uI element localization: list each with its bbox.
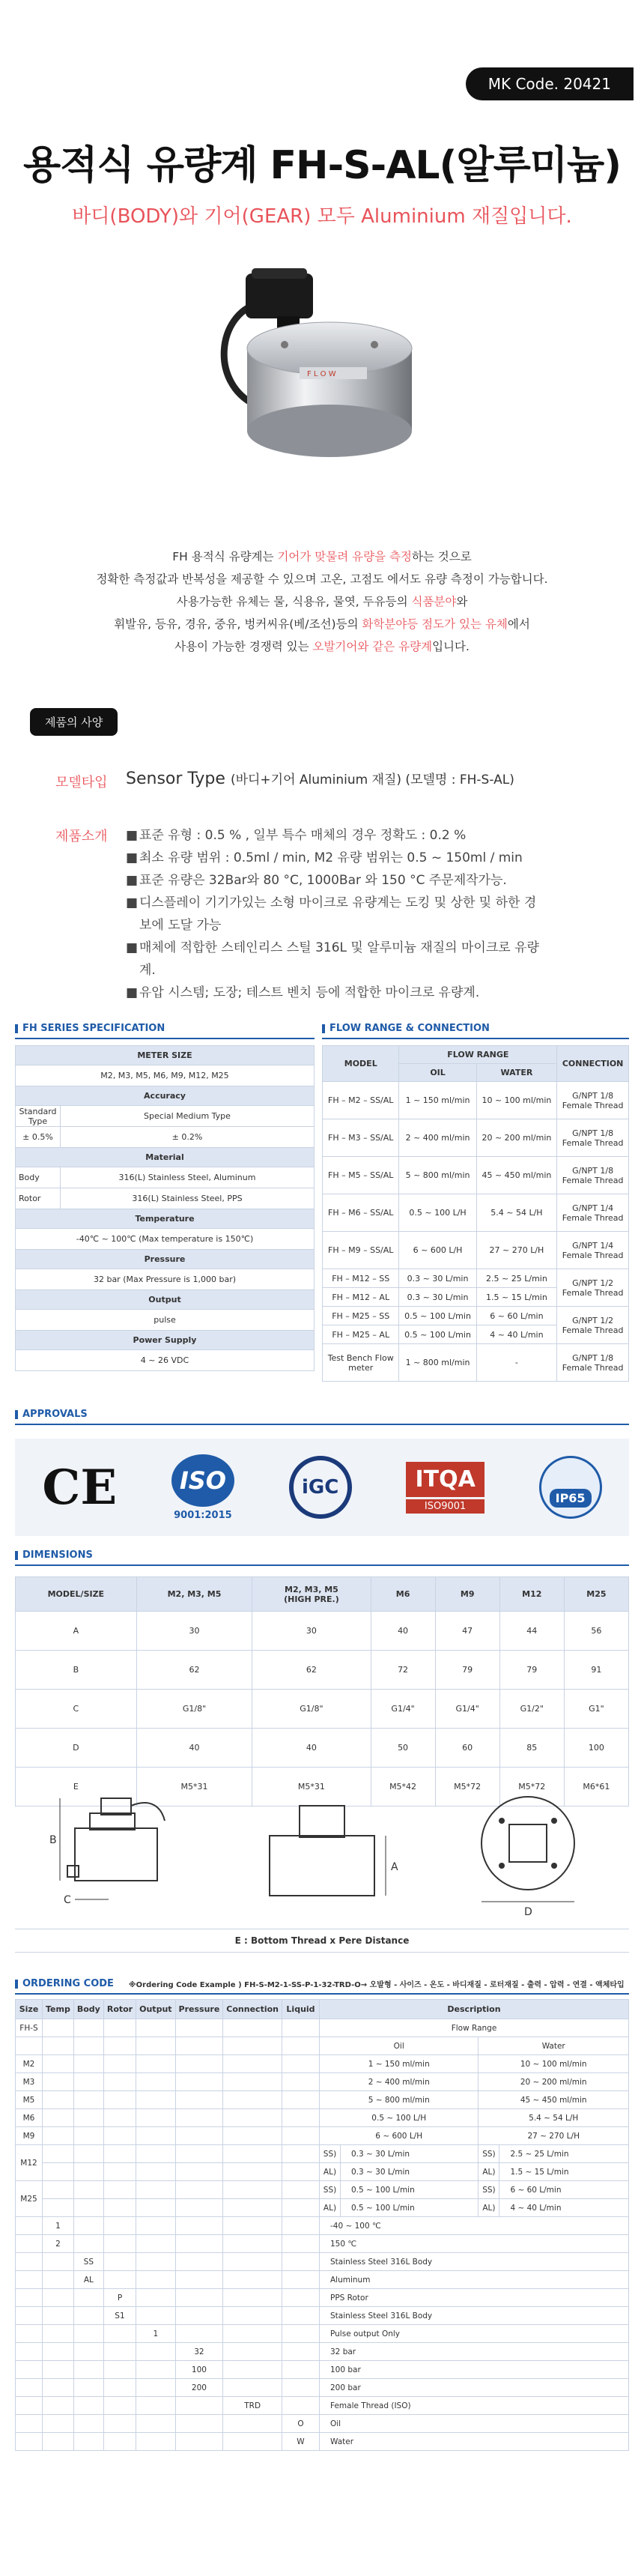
table-row: AL) 0.5 ~ 100 L/min AL) 4 ~ 40 L/min bbox=[16, 2199, 629, 2217]
feature-item: ■ 디스플레이 기기가있는 소형 마이크로 유량계는 도킹 및 상한 및 하한 경보에 도달 가능 bbox=[126, 895, 537, 933]
svg-text:F L O W: F L O W bbox=[307, 370, 336, 378]
ordering-option-row: 1 -40 ~ 100 ℃ bbox=[16, 2217, 629, 2235]
itqa-logo: ITQA ISO9001 bbox=[406, 1462, 484, 1514]
ce-logo: CE bbox=[42, 1459, 118, 1516]
page-title: 용적식 유량계 FH-S-AL(알루미늄) bbox=[22, 143, 622, 188]
table-row: FH – M2 – SS/AL 1 ~ 150 ml/min 10 ~ 100 ml/min G/NPT 1/8 Female Thread bbox=[323, 1082, 629, 1119]
table-row: B 62 62 72 79 79 91 bbox=[16, 1651, 629, 1690]
feature-item: ■ 유압 시스템; 도장; 테스트 벤치 등에 적합한 마이크로 유량계. bbox=[126, 985, 480, 1000]
flowmeter-product-image bbox=[187, 247, 457, 480]
approvals-section bbox=[15, 1409, 629, 1425]
front-view-drawing bbox=[240, 1791, 404, 1918]
svg-text:A: A bbox=[391, 1861, 398, 1873]
ordering-code-section bbox=[15, 1978, 629, 2451]
approvals-title: APPROVALS bbox=[22, 1409, 88, 1420]
feature-item: ■ 표준 유형 : 0.5 % , 일부 특수 매체의 경우 정확도 : 0.2 % bbox=[126, 828, 467, 843]
ordering-title: ORDERING CODE bbox=[22, 1978, 114, 1989]
top-view-drawing bbox=[449, 1791, 607, 1918]
table-row: A 30 30 40 47 44 56 bbox=[16, 1612, 629, 1651]
table-row: M6 0.5 ~ 100 L/H 5.4 ~ 54 L/H bbox=[16, 2109, 629, 2127]
ordering-option-row: AL Aluminum bbox=[16, 2271, 629, 2289]
table-row: FH – M12 – AL 0.3 ~ 30 L/min 1.5 ~ 15 L/min bbox=[323, 1288, 629, 1307]
approval-logos bbox=[15, 1439, 629, 1536]
table-row: D 40 40 50 60 85 100 bbox=[16, 1729, 629, 1768]
feature-label: 제품소개 bbox=[55, 829, 108, 844]
fh-series-spec bbox=[15, 1023, 315, 1371]
ordering-option-row: SS Stainless Steel 316L Body bbox=[16, 2253, 629, 2271]
svg-text:D: D bbox=[524, 1906, 532, 1918]
table-row: FH – M12 – SS 0.3 ~ 30 L/min 2.5 ~ 25 L/min G/NPT 1/2 Female Thread bbox=[323, 1269, 629, 1288]
table-row: FH – M3 – SS/AL 2 ~ 400 ml/min 20 ~ 200 ml/min G/NPT 1/8 Female Thread bbox=[323, 1119, 629, 1157]
table-row: E M5*31 M5*31 M5*42 M5*72 M5*72 M6*61 bbox=[16, 1768, 629, 1806]
table-row: Test Bench Flow meter 1 ~ 800 ml/min - G/NPT 1/8 Female Thread bbox=[323, 1344, 629, 1382]
ordering-option-row: O Oil bbox=[16, 2415, 629, 2433]
table-row: M2 1 ~ 150 ml/min 10 ~ 100 ml/min bbox=[16, 2055, 629, 2073]
table-row: M5 5 ~ 800 ml/min 45 ~ 450 ml/min bbox=[16, 2091, 629, 2109]
side-view-drawing bbox=[37, 1791, 195, 1918]
table-row: M25 SS) 0.5 ~ 100 L/min SS) 6 ~ 60 L/min bbox=[16, 2181, 629, 2199]
table-row: FH – M5 – SS/AL 5 ~ 800 ml/min 45 ~ 450 ml/min G/NPT 1/8 Female Thread bbox=[323, 1157, 629, 1194]
svg-text:B: B bbox=[49, 1834, 57, 1846]
fh-spec-title: FH SERIES SPECIFICATION bbox=[22, 1023, 165, 1034]
dimensions-title: DIMENSIONS bbox=[22, 1549, 93, 1561]
feature-item: ■ 최소 유량 범위 : 0.5ml / min, M2 유량 범위는 0.5 ~ 150ml / min bbox=[126, 850, 523, 865]
ordering-option-row: 32 32 bar bbox=[16, 2343, 629, 2361]
mk-code-badge: MK Code. 20421 bbox=[466, 67, 634, 100]
table-row: FH – M25 – AL 0.5 ~ 100 L/min 4 ~ 40 L/min bbox=[323, 1325, 629, 1344]
feature-list bbox=[126, 824, 545, 1004]
ordering-option-row: TRD Female Thread (ISO) bbox=[16, 2397, 629, 2415]
intro-text: FH 용적식 유량계는 기어가 맞물려 유량을 측정하는 것으로 정확한 측정값과 반복성을 제공할 수 있으며 고온, 고점도 에서도 유량 측정이 가능합니다. 사용가능한 유체는 물, 식용유, 물엿, 두유등의 식품분야와 휘발유, 등유, 경유, 중유, 벙커씨유(베/조선)등의 화학분야등 점도가 있는 유체에서 사용이 가능한 경쟁력 있는 오발기어와 같은 유량계입니다. bbox=[96, 550, 548, 653]
spec-badge: 제품의 사양 bbox=[30, 708, 118, 736]
table-row: FH – M25 – SS 0.5 ~ 100 L/min 6 ~ 60 L/min G/NPT 1/2 Female Thread bbox=[323, 1307, 629, 1325]
ordering-table: Size Temp Body Rotor Output Pressure Connection Liquid Description FH-S Flow Range Oil Water M2 1 ~ 150 ml/min 10 ~ 100 ml/min M3 2 ~ 400 ml/min 20 ~ 200 ml/min M5 5 ~ 800 ml/min 45 ~ 450 ml/min M6 0.5 ~ 100 L/H 5.4 ~ 54 L/H M9 6 ~ 600 L/H 27 ~ 270 L/H M12 SS) 0.3 ~ 30 L/min SS) 2.5 ~ 25 L/min AL) 0.3 ~ 30 L/min AL) 1.5 ~ 15 L/min M25 SS) 0.5 ~ 100 L/min SS) 6 ~ 60 L/min AL) 0.5 ~ 100 L/min AL) 4 ~ 40 L/min 1 -40 ~ 100 ℃ 2 150 ℃ SS Stainless Steel 316L Body AL Aluminum P PPS Rotor S1 Stainless Steel 316L Body 1 Pulse output Only 32 32 bar 100 100 bar 200 200 bar TRD Female Thread (ISO) O Oil W Water bbox=[15, 1999, 629, 2451]
ordering-option-row: 100 100 bar bbox=[16, 2361, 629, 2379]
dimension-drawings bbox=[15, 1791, 629, 1918]
ordering-option-row: 200 200 bar bbox=[16, 2379, 629, 2397]
flow-range-title: FLOW RANGE & CONNECTION bbox=[329, 1023, 490, 1034]
page-subtitle: 바디(BODY)와 기어(GEAR) 모두 Aluminium 재질입니다. bbox=[72, 205, 572, 228]
flow-range-table: MODEL FLOW RANGE CONNECTION OIL WATER FH – M2 – SS/AL 1 ~ 150 ml/min 10 ~ 100 ml/min G/NPT 1/8 Female Thread FH – M3 – SS/AL 2 ~ 400 ml/min 20 ~ 200 ml/min G/NPT 1/8 Female Thread FH – M5 – SS/AL 5 ~ 800 ml/min 45 ~ 450 ml/min G/NPT 1/8 Female Thread FH – M6 – SS/AL 0.5 ~ 100 L/H 5.4 ~ 54 L/H G/NPT 1/4 Female Thread FH – M9 – SS/AL 6 ~ 600 L/H 27 ~ 270 L/H G/NPT 1/4 Female Thread FH – M12 – SS 0.3 ~ 30 L/min 2.5 ~ 25 L/min G/NPT 1/2 Female Thread FH – M12 – AL 0.3 ~ 30 L/min 1.5 ~ 15 L/min FH – M25 – SS 0.5 ~ 100 L/min 6 ~ 60 L/min G/NPT 1/2 Female Thread FH – M25 – AL 0.5 ~ 100 L/min 4 ~ 40 L/min Test Bench Flow meter 1 ~ 800 ml/min - G/NPT 1/8 Female Thread bbox=[322, 1045, 629, 1382]
ordering-example: ※Ordering Code Example ) FH-S-M2-1-SS-P-1-32-TRD-O→ 오발형 - 사이즈 - 온도 - 바디재질 - 로터재질 - 출력 - 압력 - 연결 - 액체타입 bbox=[128, 1981, 625, 1989]
dimensions-table: MODEL/SIZE M2, M3, M5 M2, M3, M5 (HIGH PRE.) M6 M9 M12 M25 A 30 30 40 47 44 56 B 62 62 72 79 79 91 C G1/8" G1/8" G1/4" G1/4" G1/2" G1" D 40 40 50 60 85 100 E M5*31 M5*31 M5*42 M5*72 M5*72 M6*61 bbox=[15, 1576, 629, 1806]
model-type-value: Sensor Type (바디+기어 Aluminium 재질) (모델명 : FH-S-AL) bbox=[126, 770, 514, 788]
table-row: FH – M9 – SS/AL 6 ~ 600 L/H 27 ~ 270 L/H G/NPT 1/4 Female Thread bbox=[323, 1232, 629, 1269]
feature-item: ■ 표준 유량은 32Bar와 80 °C, 1000Bar 와 150 °C 주문제작가능. bbox=[126, 873, 507, 888]
iso-logo: ISO 9001:2015 bbox=[171, 1454, 234, 1521]
model-type-label: 모델타입 bbox=[55, 775, 108, 790]
dimension-caption: E : Bottom Thread x Pere Distance bbox=[15, 1929, 629, 1953]
feature-item: ■ 매체에 적합한 스테인리스 스틸 316L 및 알루미늄 재질의 마이크로 유량계. bbox=[126, 940, 539, 978]
table-row: AL) 0.3 ~ 30 L/min AL) 1.5 ~ 15 L/min bbox=[16, 2163, 629, 2181]
table-row: M3 2 ~ 400 ml/min 20 ~ 200 ml/min bbox=[16, 2073, 629, 2091]
flow-range-connection bbox=[322, 1023, 629, 1382]
ordering-option-row: W Water bbox=[16, 2433, 629, 2451]
ordering-option-row: 1 Pulse output Only bbox=[16, 2325, 629, 2343]
ordering-option-row: 2 150 ℃ bbox=[16, 2235, 629, 2253]
dimensions-section bbox=[15, 1549, 629, 1806]
table-row: M9 6 ~ 600 L/H 27 ~ 270 L/H bbox=[16, 2127, 629, 2145]
table-row: FH – M6 – SS/AL 0.5 ~ 100 L/H 5.4 ~ 54 L/H G/NPT 1/4 Female Thread bbox=[323, 1194, 629, 1232]
ordering-option-row: P PPS Rotor bbox=[16, 2289, 629, 2307]
ordering-option-row: S1 Stainless Steel 316L Body bbox=[16, 2307, 629, 2325]
ip65-logo: IP65 bbox=[539, 1456, 602, 1519]
table-row: C G1/8" G1/8" G1/4" G1/4" G1/2" G1" bbox=[16, 1690, 629, 1729]
igc-logo: iGC bbox=[289, 1456, 352, 1519]
table-row: M12 SS) 0.3 ~ 30 L/min SS) 2.5 ~ 25 L/min bbox=[16, 2145, 629, 2163]
svg-text:C: C bbox=[64, 1894, 71, 1906]
fh-spec-table: METER SIZE M2, M3, M5, M6, M9, M12, M25 Accuracy Standard Type Special Medium Type ± 0.5% ± 0.2% Material Body 316(L) Stainless Steel, Aluminum Rotor 316(L) Stainless Steel, PPS Temperature -40℃ ~ 100℃ (Max temperature is 150℃) Pressure 32 bar (Max Pressure is 1,000 bar) Output pulse Power Supply 4 ~ 26 VDC bbox=[15, 1045, 315, 1371]
